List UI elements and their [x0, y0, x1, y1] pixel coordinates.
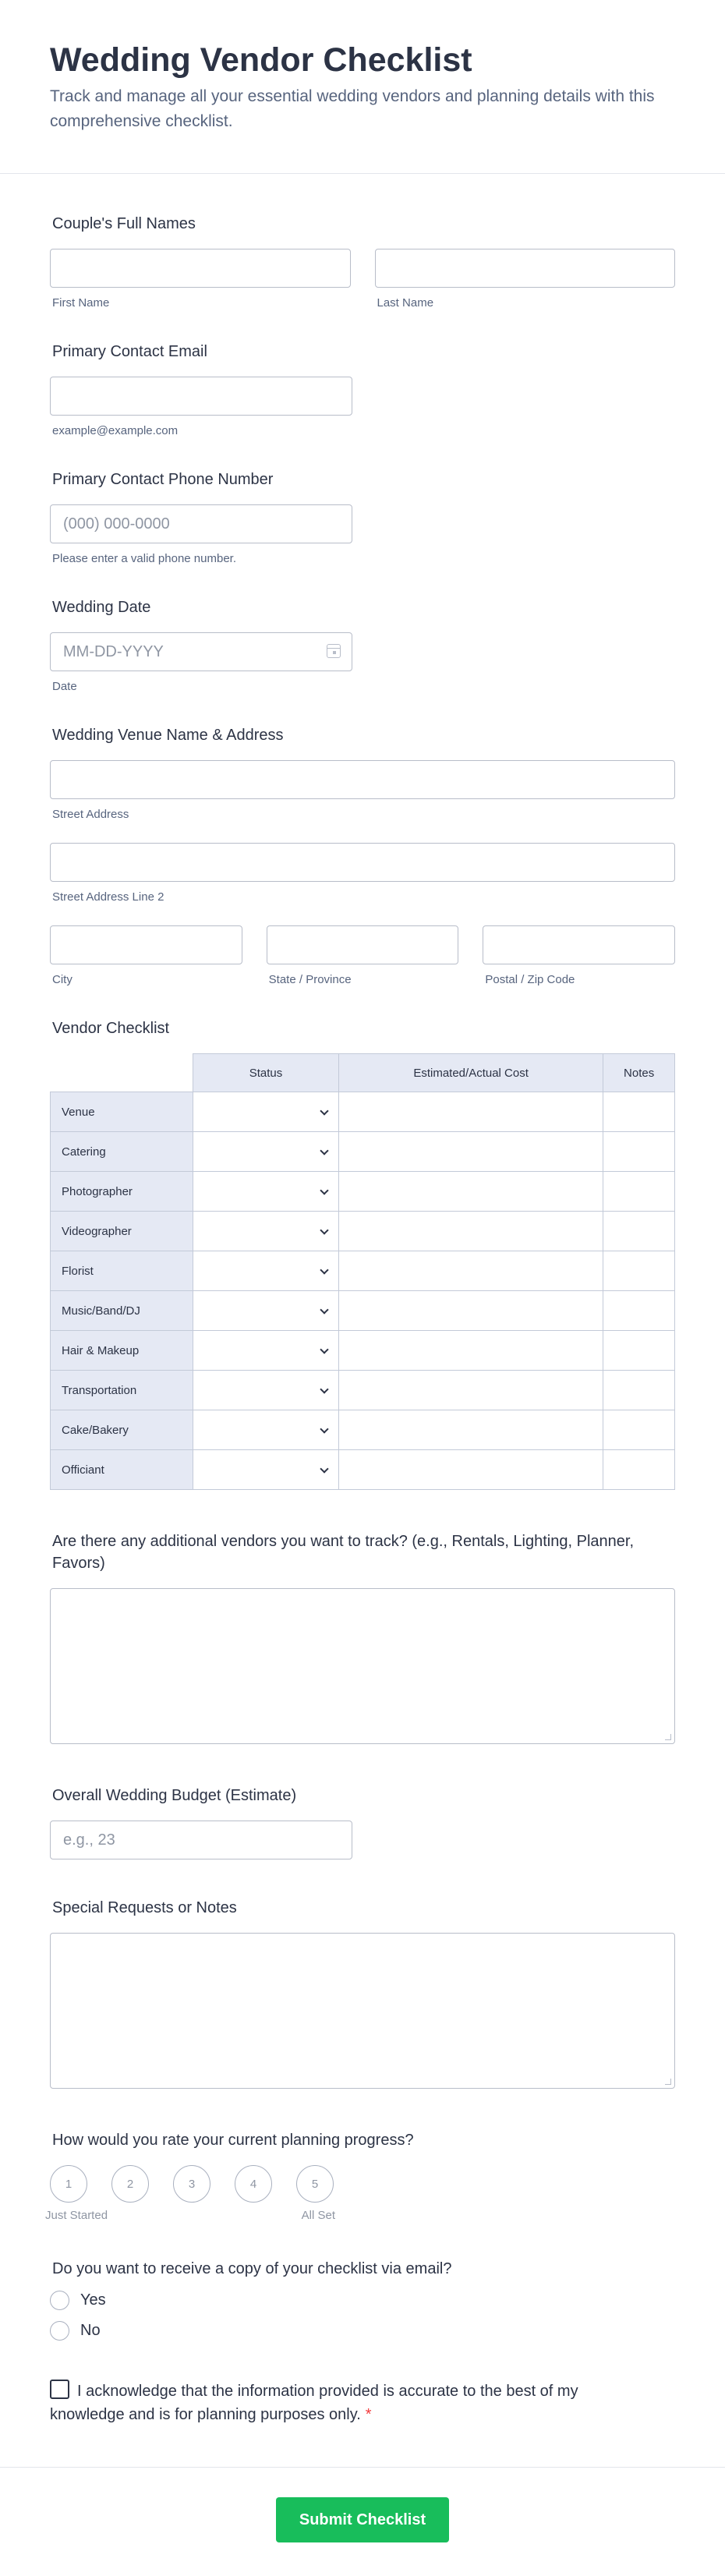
rating-low-label: Just Started	[45, 2209, 108, 2222]
form-body	[0, 174, 725, 2426]
table-row	[51, 1092, 675, 1132]
row-label: Transportation	[51, 1371, 193, 1410]
date-input[interactable]	[50, 632, 352, 671]
status-dropdown[interactable]	[193, 1092, 339, 1132]
zip-sublabel: Postal / Zip Code	[485, 973, 575, 986]
street-address-sublabel: Street Address	[52, 808, 129, 821]
notes-cell-input[interactable]	[603, 1251, 675, 1291]
row-label: Officiant	[51, 1450, 193, 1490]
radio-no[interactable]	[50, 2321, 675, 2341]
cost-cell-input[interactable]	[339, 1291, 603, 1331]
acknowledge-text: I acknowledge that the information provided is accurate to the best of my knowledge and is for planning purposes only.	[50, 2383, 578, 2423]
email-input[interactable]	[50, 377, 352, 416]
column-header-notes: Notes	[603, 1054, 675, 1092]
status-dropdown[interactable]	[193, 1251, 339, 1291]
email-question	[50, 341, 675, 437]
additional-label: Are there any additional vendors you want to track? (e.g., Rentals, Lighting, Planner, Favors)	[52, 1533, 634, 1572]
status-dropdown[interactable]	[193, 1450, 339, 1490]
table-corner	[51, 1054, 193, 1092]
copy-label: Do you want to receive a copy of your checklist via email?	[52, 2260, 452, 2277]
table-row	[51, 1450, 675, 1490]
rating-option-5[interactable]: 5	[296, 2165, 334, 2203]
zip-input[interactable]	[483, 925, 675, 964]
chevron-down-icon	[320, 1424, 328, 1433]
acknowledgement	[50, 2380, 611, 2426]
cost-cell-input[interactable]	[339, 1410, 603, 1450]
column-header-status: Status	[193, 1054, 339, 1092]
table-row	[51, 1331, 675, 1371]
rating-option-1[interactable]: 1	[50, 2165, 87, 2203]
rating-high-label: All Set	[301, 2209, 335, 2222]
budget-input[interactable]	[50, 1821, 352, 1859]
venue-question	[50, 724, 675, 986]
vendor-checklist-table	[50, 1053, 675, 1490]
date-label: Wedding Date	[52, 599, 151, 616]
table-row	[51, 1410, 675, 1450]
chevron-down-icon	[320, 1265, 328, 1274]
column-header-cost: Estimated/Actual Cost	[339, 1054, 603, 1092]
notes-cell-input[interactable]	[603, 1291, 675, 1331]
names-question	[50, 213, 675, 310]
table-row	[51, 1212, 675, 1251]
status-dropdown[interactable]	[193, 1410, 339, 1450]
row-label: Catering	[51, 1132, 193, 1172]
row-label: Cake/Bakery	[51, 1410, 193, 1450]
radio-no-label: No	[80, 2322, 101, 2339]
row-label: Music/Band/DJ	[51, 1291, 193, 1331]
names-label: Couple's Full Names	[52, 215, 196, 232]
radio-yes-circle[interactable]	[50, 2291, 69, 2310]
required-mark: *	[365, 2406, 372, 2423]
table-row	[51, 1251, 675, 1291]
cost-cell-input[interactable]	[339, 1331, 603, 1371]
cost-cell-input[interactable]	[339, 1132, 603, 1172]
last-name-input[interactable]	[375, 249, 676, 288]
rating-question	[45, 2129, 675, 2222]
chevron-down-icon	[320, 1345, 328, 1353]
notes-cell-input[interactable]	[603, 1371, 675, 1410]
page-title: Wedding Vendor Checklist	[50, 41, 472, 79]
phone-question	[50, 469, 675, 565]
last-name-sublabel: Last Name	[377, 296, 434, 310]
chevron-down-icon	[320, 1146, 328, 1155]
checklist-label: Vendor Checklist	[52, 1020, 170, 1037]
rating-label: How would you rate your current planning progress?	[52, 2132, 414, 2149]
copy-question	[50, 2258, 675, 2341]
page-subtitle: Track and manage all your essential wedding vendors and planning details with this comprehensive checklist.	[50, 87, 655, 130]
special-requests-textarea[interactable]	[50, 1933, 675, 2089]
status-dropdown[interactable]	[193, 1132, 339, 1172]
street-address-2-input[interactable]	[50, 843, 675, 882]
table-row	[51, 1132, 675, 1172]
chevron-down-icon	[320, 1305, 328, 1314]
row-label: Florist	[51, 1251, 193, 1291]
radio-yes-label: Yes	[80, 2291, 106, 2309]
budget-question	[50, 1785, 675, 1859]
budget-placeholder: e.g., 23	[63, 1831, 115, 1849]
email-sublabel: example@example.com	[52, 424, 179, 437]
phone-placeholder: (000) 000-0000	[63, 515, 170, 533]
chevron-down-icon	[320, 1385, 328, 1393]
state-sublabel: State / Province	[268, 973, 352, 986]
status-dropdown[interactable]	[193, 1331, 339, 1371]
radio-no-circle[interactable]	[50, 2321, 69, 2341]
first-name-sublabel: First Name	[52, 296, 110, 310]
rating-scale	[50, 2165, 675, 2203]
cost-cell-input[interactable]	[339, 1212, 603, 1251]
table-row	[51, 1371, 675, 1410]
form-header	[0, 0, 725, 174]
city-input[interactable]	[50, 925, 242, 964]
cost-cell-input[interactable]	[339, 1371, 603, 1410]
acknowledge-checkbox[interactable]	[50, 2380, 69, 2399]
email-label: Primary Contact Email	[52, 343, 207, 360]
chevron-down-icon	[320, 1226, 328, 1234]
additional-question	[50, 1530, 675, 1744]
date-question	[50, 596, 675, 693]
budget-label: Overall Wedding Budget (Estimate)	[52, 1787, 297, 1804]
date-placeholder: MM-DD-YYYY	[63, 642, 164, 660]
form-footer	[0, 2467, 725, 2572]
state-input[interactable]	[267, 925, 459, 964]
status-dropdown[interactable]	[193, 1371, 339, 1410]
additional-vendors-textarea[interactable]	[50, 1588, 675, 1744]
table-row	[51, 1172, 675, 1212]
notes-cell-input[interactable]	[603, 1092, 675, 1132]
resize-handle-icon[interactable]	[665, 2079, 671, 2085]
cost-cell-input[interactable]	[339, 1251, 603, 1291]
special-label: Special Requests or Notes	[52, 1899, 237, 1916]
phone-input[interactable]	[50, 504, 352, 543]
street-address-input[interactable]	[50, 760, 675, 799]
notes-cell-input[interactable]	[603, 1331, 675, 1371]
row-label: Photographer	[51, 1172, 193, 1212]
first-name-input[interactable]	[50, 249, 351, 288]
notes-cell-input[interactable]	[603, 1132, 675, 1172]
phone-label: Primary Contact Phone Number	[52, 471, 274, 488]
date-sublabel: Date	[52, 680, 77, 693]
chevron-down-icon	[320, 1186, 328, 1194]
status-dropdown[interactable]	[193, 1172, 339, 1212]
city-sublabel: City	[52, 973, 72, 986]
cost-cell-input[interactable]	[339, 1172, 603, 1212]
calendar-icon[interactable]	[327, 644, 341, 658]
status-dropdown[interactable]	[193, 1212, 339, 1251]
row-label: Hair & Makeup	[51, 1331, 193, 1371]
radio-yes[interactable]	[50, 2291, 675, 2310]
resize-handle-icon[interactable]	[665, 1734, 671, 1740]
special-question	[50, 1897, 675, 2089]
row-label: Videographer	[51, 1212, 193, 1251]
chevron-down-icon	[320, 1464, 328, 1473]
row-label: Venue	[51, 1092, 193, 1132]
venue-label: Wedding Venue Name & Address	[52, 727, 284, 744]
rating-option-3[interactable]: 3	[173, 2165, 210, 2203]
notes-cell-input[interactable]	[603, 1410, 675, 1450]
chevron-down-icon	[320, 1106, 328, 1115]
submit-button[interactable]: Submit Checklist	[276, 2497, 449, 2542]
status-dropdown[interactable]	[193, 1291, 339, 1331]
table-row	[51, 1291, 675, 1331]
rating-option-4[interactable]: 4	[235, 2165, 272, 2203]
rating-option-2[interactable]: 2	[111, 2165, 149, 2203]
phone-sublabel: Please enter a valid phone number.	[52, 552, 236, 565]
cost-cell-input[interactable]	[339, 1092, 603, 1132]
cost-cell-input[interactable]	[339, 1450, 603, 1490]
notes-cell-input[interactable]	[603, 1212, 675, 1251]
street-address-2-sublabel: Street Address Line 2	[52, 890, 164, 904]
checklist-question	[50, 1017, 675, 1490]
notes-cell-input[interactable]	[603, 1172, 675, 1212]
notes-cell-input[interactable]	[603, 1450, 675, 1490]
